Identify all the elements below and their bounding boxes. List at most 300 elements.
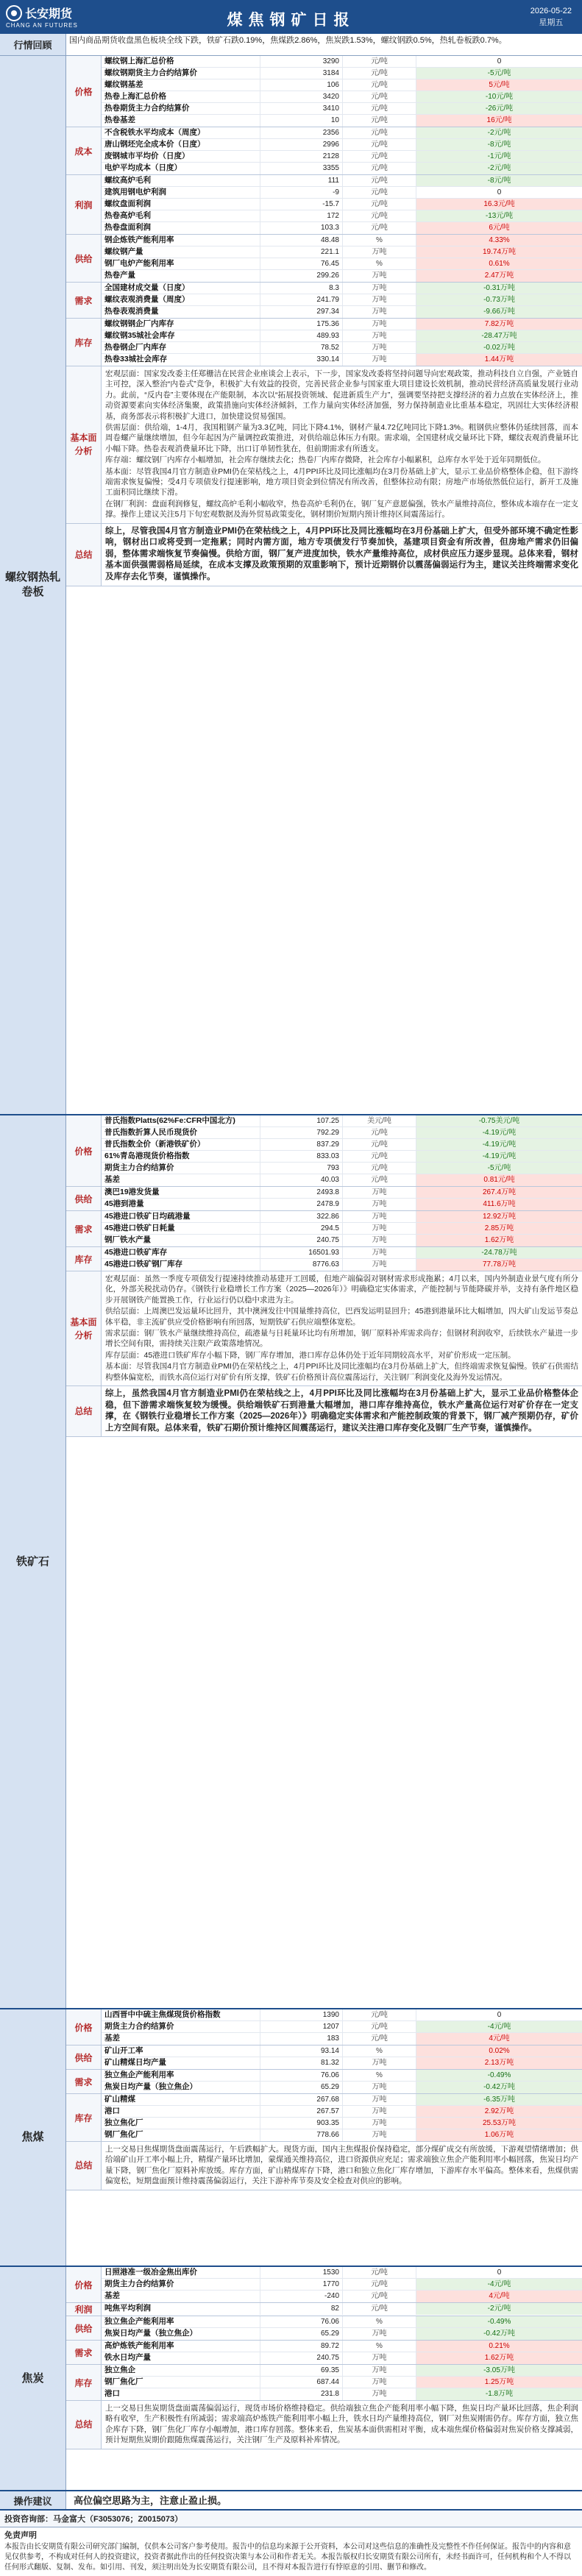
indicator-change: 2.47万吨	[416, 270, 582, 282]
indicator-change: -13元/吨	[416, 210, 582, 221]
indicator-row	[102, 258, 582, 270]
indicator-value: 267.57	[260, 2106, 342, 2117]
indicator-change: 16元/吨	[416, 115, 582, 127]
indicator-name: 热卷高炉毛利	[104, 211, 151, 220]
logo-name-en: CHANG AN FUTURES	[6, 22, 78, 29]
indicator-unit: 元/吨	[342, 139, 416, 150]
indicator-unit: 万吨	[342, 2106, 416, 2117]
indicator-change: 4元/吨	[416, 2291, 582, 2302]
indicator-row	[102, 2388, 582, 2400]
indicator-change: 5元/吨	[416, 79, 582, 91]
indicator-change: -0.31万吨	[416, 283, 582, 294]
indicator-value: 2128	[260, 151, 342, 162]
indicator-row	[102, 2279, 582, 2291]
indicator-unit: 元/吨	[342, 2021, 416, 2032]
indicator-unit: 万吨	[342, 2328, 416, 2340]
section-label-ore: 铁矿石	[0, 1115, 66, 2008]
indicator-group	[66, 2094, 582, 2142]
indicator-row	[102, 1115, 582, 1127]
indicator-change: -4.19元/吨	[416, 1139, 582, 1150]
indicator-row	[102, 235, 582, 246]
group-label: 需求	[66, 2070, 102, 2093]
analysis-paragraph: 供需层面：供给端，1-4月，我国粗钢产量为3.3亿吨，同比下降4.1%，钢材产量4.72亿吨同比下降1.3%。粗钢供应整体仍延续回落，而本周卷螺产量继续增加，但今年起因为产量调控政策推进，对供给端总体压力有限。需求端，全国建材成交量环比下降，螺纹表观消费量环比小幅下降。热卷表观消费量环比下降，出口订单韧性犹在，但前期需求有所透支。	[105, 423, 578, 453]
operation-advice-text: 高位偏空思路为主，注意止盈止损。	[74, 2495, 227, 2506]
indicator-name: 铁水日均产量	[104, 2353, 151, 2362]
indicator-change: -2元/吨	[416, 163, 582, 174]
indicator-change: -24.78万吨	[416, 1247, 582, 1258]
indicator-name: 钢厂焦化厂	[104, 2377, 143, 2386]
indicator-value: 489.93	[260, 330, 342, 341]
indicator-name: 不含税铁水平均成本（周度）	[104, 128, 205, 137]
indicator-row	[102, 2045, 582, 2057]
indicator-table	[102, 1115, 582, 1186]
indicator-group	[66, 56, 582, 127]
analysis-paragraph: 宏观层面：虽然一季度专项债发行提速持续推动基建开工回暖，但地产端偏弱对钢材需求形成拖累；4月以来，国内外制造业景气度有所分化，外部关税扰动仍存。《钢铁行业稳增长工作方案（2025—2026年）》明确稳定实体需求，产能控制与节能降碳并举，支持有条件地区稳步开展钢铁产能置换工作，行业运行仍以稳中求进为主。	[105, 1274, 578, 1305]
indicator-value: 299.26	[260, 270, 342, 282]
indicator-row	[102, 2033, 582, 2045]
indicator-value: 107.25	[260, 1115, 342, 1126]
indicator-unit: 元/吨	[342, 127, 416, 138]
indicator-change: -5元/吨	[416, 1163, 582, 1174]
indicator-unit: 万吨	[342, 1187, 416, 1198]
indicator-change: 16.3元/吨	[416, 199, 582, 210]
indicator-unit: 元/吨	[342, 56, 416, 67]
indicator-name: 废钢城市平均价（日度）	[104, 152, 190, 160]
section-body-coal	[66, 2009, 582, 2265]
indicator-value: 76.06	[260, 2316, 342, 2327]
summary-text: 综上，虽然我国4月官方制造业PMI仍在荣枯线之上，4月PPI环比及同比涨幅均在3月份基础上扩大，显示工业品价格整体企稳，但下游需求端恢复较为缓慢。供给端铁矿石到港量大幅增加，港口库存维持高位，铁水产量高位运行对矿价存在一定支撑，在《钢铁行业稳增长工作方案（2025—2026年）》明确稳定实体需求和产能控制政策的背景下，钢厂减产预期仍存，矿价上方空间有限。总体来看，铁矿石期价预计维持区间震荡运行，建议关注港口库存变化及钢厂生产节奏，谨慎操作。	[105, 1389, 578, 1433]
indicator-unit: 万吨	[342, 2377, 416, 2388]
indicator-row	[102, 222, 582, 234]
analysis-block	[66, 2142, 582, 2190]
indicator-row	[102, 210, 582, 222]
indicator-row	[102, 68, 582, 79]
indicator-unit: 元/吨	[342, 2033, 416, 2045]
indicator-row	[102, 2009, 582, 2021]
indicator-value: 240.75	[260, 2352, 342, 2364]
indicator-name: 热卷上海汇总价格	[104, 92, 166, 101]
indicator-table	[102, 2303, 582, 2316]
indicator-name: 日照港准一级冶金焦出库价	[104, 2268, 197, 2277]
indicator-name: 45港到港量	[104, 1199, 144, 1208]
indicator-name: 普氏指数全价（新港铁矿价）	[104, 1140, 205, 1149]
report-header	[0, 0, 582, 34]
indicator-unit: %	[342, 258, 416, 269]
analysis-paragraph: 宏观层面：国家发改委主任郑栅洁在民营企业座谈会上表示，下一步，国家发改委将坚持问题导向宏观政策，推动科技自立自强，产业链自主可控，深入整治“内卷式”竞争，积极扩大有效益的投资，完善民营企业参与国家重大项目建设长效机制，推动民营经济高质量发展行业动力。此前，“反内卷”主要体现在产能限制，本次以“拓展投资领域、促进新质生产力”，强调要坚持把支撑经济的着力点放在实体经济上，推动资源要素向实体经济集聚，政策措施向实体经济倾斜，工作力量向实体经济加强，努力保持制造业比重基本稳定，巩固壮大实体经济根基，商务部表示将积极扩大进口，加快建设贸易强国。	[105, 369, 578, 421]
indicator-row	[102, 1139, 582, 1151]
indicator-row	[102, 187, 582, 199]
indicator-value: -15.7	[260, 199, 342, 210]
group-label: 需求	[66, 283, 102, 318]
indicator-value: 69.35	[260, 2365, 342, 2376]
indicator-name: 热卷表观消费量	[104, 307, 159, 316]
analysis-block	[66, 2401, 582, 2449]
indicator-unit: 元/吨	[342, 2303, 416, 2315]
indicator-value: 65.29	[260, 2082, 342, 2093]
indicator-unit: 万吨	[342, 306, 416, 318]
indicator-value: 267.68	[260, 2094, 342, 2105]
indicator-unit: 万吨	[342, 1247, 416, 1258]
indicator-name: 全国建材成交量（日度）	[104, 283, 190, 292]
analysis-block	[66, 366, 582, 524]
analysis-label: 总结	[66, 2142, 102, 2190]
indicator-name: 基差	[104, 2034, 120, 2043]
indicator-row	[102, 199, 582, 210]
analysis-paragraph: 上一交易日焦炭期货盘面震荡偏弱运行，现货市场价格维持稳定。供给端独立焦企产能利用率小幅下降，焦炭日均产量环比回落，焦企利润略有收窄，生产积极性有所减弱；需求端高炉炼铁产能利用率小幅上升，铁水日均产量维持高位，钢厂对焦炭刚需仍存。库存方面，独立焦企库存下降，钢厂焦化厂库存小幅增加，港口库存回落。整体来看，焦炭基本面供需相对平衡，成本端焦煤价格偏弱对焦炭价格支撑减弱，预计短期焦炭期价跟随焦煤震荡运行，关注钢厂生产及原料补库情况。	[105, 2404, 578, 2445]
indicator-change: 7.82万吨	[416, 319, 582, 330]
weekday-text: 星期五	[539, 18, 564, 27]
indicator-value: 48.48	[260, 235, 342, 246]
indicator-value: 3420	[260, 91, 342, 102]
section-label-coal: 焦煤	[0, 2009, 66, 2265]
indicator-change: -2元/吨	[416, 2303, 582, 2315]
indicator-value: 1207	[260, 2021, 342, 2032]
indicator-unit: 万吨	[342, 1235, 416, 1246]
indicator-name: 唐山钢坯完全成本价（日度）	[104, 140, 205, 149]
indicator-row	[102, 2328, 582, 2340]
indicator-name: 61%青岛港现货价格指数	[104, 1152, 190, 1160]
indicator-row	[102, 1199, 582, 1210]
operation-advice-label: 操作建议	[0, 2491, 66, 2509]
section-body-rebar	[66, 56, 582, 1114]
operation-advice	[0, 2491, 582, 2511]
indicator-name: 45港进口铁矿钢厂库存	[104, 1260, 183, 1269]
indicator-name: 吨焦平均利润	[104, 2304, 151, 2313]
indicator-row	[102, 2118, 582, 2129]
indicator-name: 期货主力合约结算价	[104, 1163, 174, 1172]
indicator-row	[102, 1187, 582, 1199]
indicator-value: 175.36	[260, 319, 342, 330]
indicator-table	[102, 2316, 582, 2340]
analysis-paragraph: 基本面：尽管我国4月官方制造业PMI仍在荣枯线之上，4月PPI环比及同比涨幅均在3月份基础上扩大，但终端需求恢复偏慢。铁矿石供需结构整体偏宽松，而铁水高位运行对矿价有所支撑，铁矿石价格预计高位震荡运行，关注钢厂利润变化及海外发运情况。	[105, 1362, 578, 1382]
section-rebar	[0, 56, 582, 1115]
indicator-table	[102, 2009, 582, 2045]
indicator-change: 0	[416, 56, 582, 67]
section-coke	[0, 2267, 582, 2491]
indicator-value: 2478.9	[260, 1199, 342, 1210]
indicator-group	[66, 2341, 582, 2365]
indicator-name: 螺纹钢钢企厂内库存	[104, 319, 174, 328]
market-review	[0, 34, 582, 56]
summary-text: 综上，尽管我国4月官方制造业PMI仍在荣枯线之上，4月PPI环比及同比涨幅均在3月份基础上扩大，但受外部环境不确定性影响，钢材出口或将受到一定拖累；同时内需方面，地方专项债发行节奏加快，基建项目资金有所改善，但房地产需求仍旧偏弱，整体需求端恢复节奏偏慢。供给方面，钢厂复产进度加快，铁水产量维持高位，成材供应压力逐步显现。总体来看，钢材基本面供强需弱格局延续，在成本支撑及政策预期的双重影响下，预计近期钢价以震荡偏弱运行为主，建议关注终端需求变化及库存去化节奏，谨慎操作。	[105, 526, 578, 582]
indicator-change: 2.92万吨	[416, 2106, 582, 2117]
indicator-name: 独立焦企产能利用率	[104, 2071, 174, 2079]
indicator-change: 267.4万吨	[416, 1187, 582, 1198]
indicator-name: 螺纹高炉毛利	[104, 176, 151, 185]
indicator-row	[102, 2352, 582, 2364]
indicator-group	[66, 2267, 582, 2303]
indicator-value: 65.29	[260, 2328, 342, 2340]
analysis-paragraph: 基本面：尽管我国4月官方制造业PMI仍在荣枯线之上，4月PPI环比及同比涨幅均在3月份基础上扩大，显示工业品价格整体企稳，但下游终端需求恢复偏慢；受4月专项债发行提速影响，地方项目资金到位情况有所改善，但整体拉动有限；房地产市场依然低位运行，新开工及施工面积同比继续下滑。	[105, 466, 578, 497]
analysis-text	[102, 366, 582, 523]
report-date	[530, 5, 572, 29]
disclaimer-text: 本报告由长安期货有限公司研究部门编制，仅供本公司客户参考使用。报告中的信息均来源于公开资料，本公司对这些信息的准确性及完整性不作任何保证。报告中的内容和意见仅供参考，不构成对任何人的投资建议，投资者据此作出的任何投资决策与本公司和作者无关。本报告版权归长安期货有限公司所有，未经书面许可，任何机构和个人不得以任何形式翻版、复制、发布。如引用、刊发，须注明出处为长安期货有限公司，且不得对本报告进行有悖原意的引用、删节和修改。	[4, 2543, 571, 2572]
indicator-name: 独立焦企	[104, 2366, 135, 2374]
indicator-name: 建筑用钢电炉利润	[104, 188, 166, 196]
indicator-row	[102, 1127, 582, 1139]
indicator-value: 16501.93	[260, 1247, 342, 1258]
indicator-change: 1.25万吨	[416, 2377, 582, 2388]
group-label: 价格	[66, 2267, 102, 2302]
analysis-paragraph: 在钢厂利润：盘面利润修复，螺纹高炉毛利小幅收窄，热卷高炉毛利仍在，钢厂复产意愿偏强，铁水产量维持高位，整体成本端存在一定支撑。操作上建议关注5月下旬宏观数据及海外贸易政策变化，钢材期价短期内预计维持区间震荡运行。	[105, 499, 578, 519]
indicator-name: 焦炭日均产量（独立焦企）	[104, 2329, 197, 2338]
indicator-unit: 万吨	[342, 246, 416, 258]
indicator-group	[66, 2070, 582, 2094]
indicator-unit: 万吨	[342, 1211, 416, 1222]
indicator-row	[102, 103, 582, 115]
indicator-row	[102, 2070, 582, 2082]
indicator-row	[102, 246, 582, 258]
indicator-change: 25.53万吨	[416, 2118, 582, 2129]
market-review-label: 行情回顾	[0, 34, 66, 55]
analysis-text	[102, 2401, 582, 2449]
indicator-row	[102, 2082, 582, 2093]
analysis-block	[66, 1271, 582, 1386]
indicator-change: 1.06万吨	[416, 2129, 582, 2141]
indicator-table	[102, 2045, 582, 2069]
indicator-unit: %	[342, 235, 416, 246]
indicator-name: 热卷33城社会库存	[104, 355, 168, 363]
indicator-change: 0	[416, 2009, 582, 2020]
indicator-value: 81.32	[260, 2057, 342, 2069]
indicator-name: 热卷基差	[104, 116, 135, 124]
indicator-unit: %	[342, 2341, 416, 2352]
indicator-name: 螺纹钢35城社会库存	[104, 331, 175, 340]
indicator-change: 0.81元/吨	[416, 1174, 582, 1186]
indicator-unit: 万吨	[342, 1223, 416, 1234]
indicator-value: 330.14	[260, 354, 342, 366]
summary-label: 总结	[66, 1386, 102, 1436]
indicator-row	[102, 139, 582, 151]
indicator-change: 19.74万吨	[416, 246, 582, 258]
indicator-unit: 元/吨	[342, 210, 416, 221]
indicator-unit: 元/吨	[342, 1163, 416, 1174]
indicator-change: -4.19元/吨	[416, 1127, 582, 1138]
indicator-change: 2.13万吨	[416, 2057, 582, 2069]
indicator-unit: 元/吨	[342, 187, 416, 198]
analysis-paragraph: 库存层面：45港进口铁矿库存小幅下降，钢厂库存增加，港口库存总体仍处于近年同期较高水平，对矿价形成一定压制。	[105, 1350, 516, 1360]
indicator-change: -4元/吨	[416, 2279, 582, 2290]
indicator-value: 2996	[260, 139, 342, 150]
indicator-name: 独立焦化厂	[104, 2118, 143, 2127]
analysis-paragraph: 供给层面：上周澳巴发运量环比回升，其中澳洲发往中国量维持高位，巴西发运明显回升；45港到港量环比大幅增加，四大矿山发运节奏总体平稳，非主流矿供应受价格影响有所回落，短期铁矿石供应端整体宽松。	[105, 1307, 578, 1327]
indicator-value: 778.66	[260, 2129, 342, 2141]
indicator-change: -9.66万吨	[416, 306, 582, 318]
indicator-value: 903.35	[260, 2118, 342, 2129]
indicator-change: -4元/吨	[416, 2021, 582, 2032]
section-label-rebar: 螺纹钢热轧卷板	[0, 56, 66, 1114]
indicator-table	[102, 2341, 582, 2364]
group-label: 供给	[66, 2316, 102, 2340]
group-label: 价格	[66, 56, 102, 127]
indicator-table	[102, 2267, 582, 2302]
indicator-row	[102, 163, 582, 174]
indicator-group	[66, 2009, 582, 2045]
indicator-unit: 万吨	[342, 283, 416, 294]
indicator-name: 期货主力合约结算价	[104, 2279, 174, 2288]
indicator-change: 0.61%	[416, 258, 582, 269]
indicator-table	[102, 2070, 582, 2093]
indicator-name: 焦炭日均产量（独立焦企）	[104, 2082, 197, 2091]
indicator-change: -4.19元/吨	[416, 1151, 582, 1162]
indicator-name: 钢厂铁水产量	[104, 1235, 151, 1244]
report-title: 煤焦钢矿日报	[227, 12, 355, 29]
indicator-row	[102, 319, 582, 330]
indicator-name: 普氏指数折算人民币现货价	[104, 1128, 197, 1137]
indicator-name: 基差	[104, 2291, 120, 2300]
analysis-label: 基本面分析	[66, 366, 102, 523]
indicator-name: 矿山精煤日均产量	[104, 2058, 166, 2067]
indicator-row	[102, 2316, 582, 2328]
indicator-name: 45港进口铁矿库存	[104, 1248, 168, 1257]
indicator-value: 78.52	[260, 342, 342, 353]
indicator-value: 183	[260, 2033, 342, 2045]
indicator-unit: 元/吨	[342, 79, 416, 91]
indicator-group	[66, 2303, 582, 2316]
indicator-unit: 元/吨	[342, 175, 416, 186]
indicator-change: 4元/吨	[416, 2033, 582, 2045]
indicator-table	[102, 2094, 582, 2141]
indicator-name: 热卷钢企厂内库存	[104, 343, 166, 352]
indicator-change: 411.6万吨	[416, 1199, 582, 1210]
group-label: 价格	[66, 2009, 102, 2045]
section-body-ore	[66, 1115, 582, 2008]
indicator-unit: 元/吨	[342, 222, 416, 234]
indicator-value: 240.75	[260, 1235, 342, 1246]
indicator-change: -1.8万吨	[416, 2388, 582, 2400]
indicator-name: 螺纹表观消费量（周度）	[104, 295, 190, 304]
indicator-unit: 万吨	[342, 330, 416, 341]
indicator-row	[102, 294, 582, 306]
indicator-name: 矿山精煤	[104, 2095, 135, 2104]
indicator-value: 3184	[260, 68, 342, 79]
indicator-group	[66, 2365, 582, 2401]
indicator-unit: 万吨	[342, 2094, 416, 2105]
indicator-table	[102, 283, 582, 318]
indicator-value: 322.86	[260, 1211, 342, 1222]
indicator-name: 港口	[104, 2107, 120, 2115]
analysis-paragraph: 库存端：螺纹钢厂内库存小幅增加，社会库存继续去化；热卷厂内库存微降，社会库存小幅累积，总库存水平处于近年同期低位。	[105, 455, 546, 465]
indicator-row	[102, 1259, 582, 1271]
indicator-group	[66, 2045, 582, 2070]
indicator-value: 294.5	[260, 1223, 342, 1234]
indicator-value: 1770	[260, 2279, 342, 2290]
indicator-change: -0.49%	[416, 2070, 582, 2081]
indicator-group	[66, 1247, 582, 1271]
indicator-table	[102, 319, 582, 366]
indicator-unit: 元/吨	[342, 103, 416, 114]
indicator-change: 0	[416, 2267, 582, 2278]
analysis-paragraph: 需求层面：钢厂铁水产量继续维持高位，疏港量与日耗量环比均有所增加，钢厂原料补库需求尚存；但钢材利润收窄，后续铁水产量进一步增长空间有限，需持续关注限产政策落地情况。	[105, 1329, 578, 1349]
indicator-value: 172	[260, 210, 342, 221]
indicator-value: 8776.63	[260, 1259, 342, 1271]
indicator-change: -0.49%	[416, 2316, 582, 2327]
group-label: 需求	[66, 1211, 102, 1246]
indicator-name: 热卷产量	[104, 271, 135, 280]
indicator-row	[102, 1211, 582, 1223]
indicator-unit: 万吨	[342, 2118, 416, 2129]
indicator-unit: 元/吨	[342, 1127, 416, 1138]
indicator-value: 89.72	[260, 2341, 342, 2352]
indicator-unit: 万吨	[342, 2388, 416, 2400]
indicator-unit: 元/吨	[342, 1174, 416, 1186]
indicator-row	[102, 115, 582, 127]
indicator-unit: 万吨	[342, 2352, 416, 2364]
indicator-row	[102, 127, 582, 139]
indicator-table	[102, 1247, 582, 1271]
indicator-change: 77.78万吨	[416, 1259, 582, 1271]
indicator-change: -0.42万吨	[416, 2328, 582, 2340]
indicator-name: 普氏指数Platts(62%Fe:CFR中国北方)	[104, 1116, 235, 1125]
indicator-unit: 元/吨	[342, 68, 416, 79]
analysis-text	[102, 1271, 582, 1385]
indicator-unit: 元/吨	[342, 2009, 416, 2020]
section-coal	[0, 2009, 582, 2267]
indicator-name: 期货主力合约结算价	[104, 2022, 174, 2031]
indicator-unit: 万吨	[342, 2365, 416, 2376]
group-label: 库存	[66, 319, 102, 366]
indicator-name: 电炉平均成本（日度）	[104, 163, 182, 172]
indicator-name: 港口	[104, 2389, 120, 2398]
indicator-unit: 元/吨	[342, 115, 416, 127]
indicator-value: 1390	[260, 2009, 342, 2020]
indicator-change: -8元/吨	[416, 139, 582, 150]
indicator-name: 高炉炼铁产能利用率	[104, 2341, 174, 2350]
indicator-unit: 万吨	[342, 354, 416, 366]
indicator-row	[102, 283, 582, 294]
indicator-row	[102, 2106, 582, 2118]
indicator-row	[102, 306, 582, 318]
indicator-row	[102, 2377, 582, 2388]
indicator-row	[102, 79, 582, 91]
date-text: 2026-05-22	[530, 7, 572, 15]
indicator-name: 热卷期货主力合约结算价	[104, 104, 190, 113]
indicator-value: 231.8	[260, 2388, 342, 2400]
indicator-unit: %	[342, 2316, 416, 2327]
indicator-change: 4.33%	[416, 235, 582, 246]
indicator-row	[102, 2021, 582, 2033]
indicator-unit: 元/吨	[342, 163, 416, 174]
indicator-change: -28.47万吨	[416, 330, 582, 341]
indicator-change: -3.05万吨	[416, 2365, 582, 2376]
indicator-name: 独立焦企产能利用率	[104, 2317, 174, 2326]
indicator-value: 793	[260, 1163, 342, 1174]
analysis-text	[102, 2142, 582, 2190]
indicator-table	[102, 235, 582, 282]
author-info: 投资咨询部：马金富大（F3053076；Z0015073）	[0, 2511, 582, 2527]
indicator-unit: 万吨	[342, 294, 416, 305]
group-label: 供给	[66, 1187, 102, 1210]
group-label: 库存	[66, 2094, 102, 2141]
indicator-row	[102, 175, 582, 187]
indicator-group	[66, 175, 582, 235]
indicator-unit: 元/吨	[342, 199, 416, 210]
indicator-table	[102, 56, 582, 127]
indicator-unit: 万吨	[342, 2057, 416, 2069]
indicator-name: 45港进口铁矿日均疏港量	[104, 1212, 191, 1221]
indicator-change: -0.02万吨	[416, 342, 582, 353]
indicator-name: 螺纹钢期货主力合约结算价	[104, 68, 197, 77]
section-body-coke	[66, 2267, 582, 2490]
indicator-change: 1.62万吨	[416, 2352, 582, 2364]
indicator-name: 澳巴19港发货量	[104, 1188, 160, 1196]
indicator-unit: 万吨	[342, 2082, 416, 2093]
indicator-group	[66, 319, 582, 366]
indicator-change: 6元/吨	[416, 222, 582, 234]
market-review-text: 国内商品期货收盘黑色板块全线下跌，铁矿石跌0.19%，焦煤跌2.86%，焦炭跌1.53%，螺纹钢跌0.5%，热轧卷板跌0.7%。	[69, 36, 507, 45]
indicator-value: 40.03	[260, 1174, 342, 1186]
indicator-value: -240	[260, 2291, 342, 2302]
